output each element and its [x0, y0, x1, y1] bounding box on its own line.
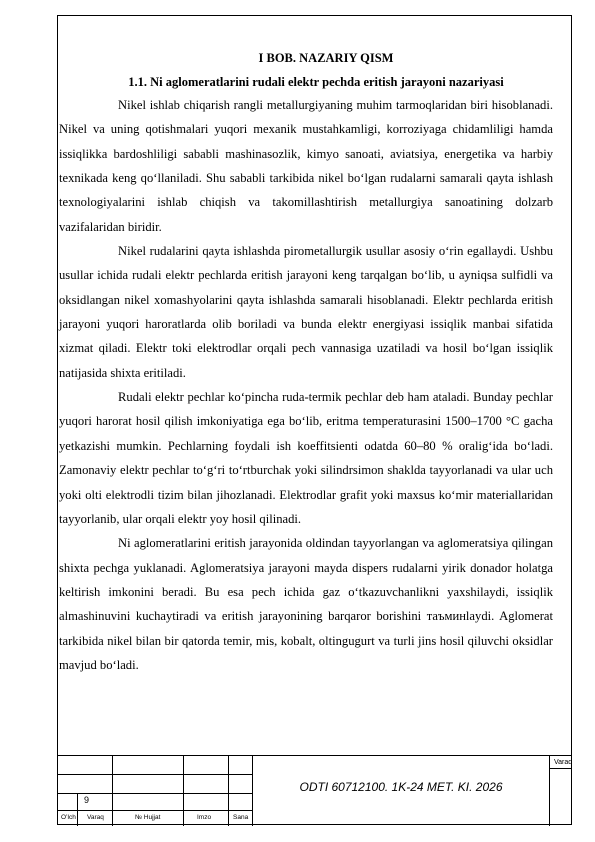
- label-olch: O’lch: [61, 814, 76, 821]
- section-title: 1.1. Ni aglomeratlarini rudali elektr pechda eritish jarayoni nazariyasi: [128, 75, 504, 89]
- label-sana: Sana: [233, 814, 249, 821]
- document-body: [59, 48, 553, 677]
- page-number: 9: [84, 795, 90, 805]
- document-code: ODTI 60712100. 1K-24 MET. KI. 2026: [299, 780, 503, 794]
- paragraph-4: Ni aglomeratlarini eritish jarayonida oldindan tayyorlangan va aglomeratsiya qilingan shixta pechga yuklanadi. Aglomeratsiya jarayoni mayda dispers rudalarni yirik donador holatga keltirish imkonini beradi. Bu esa pech ichida gaz o‘tkazuvchanlikni yaxshilaydi, issiqlik almashinuvini kuchaytiradi va eritish jarayonining barqaror borishini таъминlaydi. Aglomerat tarkibida nikel bilan bir qatorda temir, mis, kobalt, oltingugurt va turli jins hosil qiluvchi oksidlar mavjud bo‘ladi.: [59, 536, 553, 672]
- label-hujjat: № Hujjat: [135, 814, 161, 821]
- title-block-stamp: [57, 755, 572, 826]
- varaq-label: Varaq: [554, 759, 573, 766]
- paragraph-2: Nikel rudalarini qayta ishlashda pirometallurgik usullar asosiy o‘rin egallaydi. Ushbu usullar ichida rudali elektr pechlarda eritish jarayoni keng tarqalgan bo‘lib, u ayniqsa sulfidli va oksidlangan nikel xomashyolarini qayta ishlashda samarali hisoblanadi. Elektr pechlarda eritish jarayoni yuqori haroratlarda olib boriladi va bunda elektr energiyasi issiqlik manbai sifatida xizmat qiladi. Elektr toki elektrodlar orqali pech vannasiga uzatiladi va hosil bo‘lgan issiqlik natijasida shixta eritiladi.: [59, 244, 553, 380]
- paragraph-3: Rudali elektr pechlar ko‘pincha ruda-termik pechlar deb ham ataladi. Bunday pechlar yuqori harorat hosil qilish imkoniyatiga ega bo‘lib, eritma temperaturasini 1500–1700 °C gacha yetkazishi mumkin. Pechlarning foydali ish koeffitsienti odatda 60–80 % oralig‘ida bo‘ladi. Zamonaviy elektr pechlar to‘g‘ri to‘rtburchak yoki silindrsimon shaklda tayyorlanadi va ular uch yoki olti elektrodli tizim bilan jihozlanadi. Elektrodlar grafit yoki maxsus ko‘mir materiallaridan tayyorlanib, ular orqali elektr yoy hosil qilinadi.: [59, 390, 553, 526]
- paragraph-1: Nikel ishlab chiqarish rangli metallurgiyaning muhim tarmoqlaridan biri hisoblanadi. Nikel va uning qotishmalari yuqori mexanik mustahkamligi, korroziyaga chidamliligi hamda issiqlikka bardoshliligi sababli mashinasozlik, kimyo sanoati, aviatsiya, energetika va harbiy texnikada keng qo‘llaniladi. Shu sababli tarkibida nikel bo‘lgan rudalarni samarali qayta ishlash texnologiyalarini ishlab chiqish va takomillashtirish metallurgiya sanoatining dolzarb vazifalaridan biridir.: [59, 98, 553, 234]
- chapter-title: I BOB. NAZARIY QISM: [258, 51, 394, 65]
- label-imzo: Imzo: [197, 814, 212, 821]
- label-varaq: Varaq: [87, 814, 104, 821]
